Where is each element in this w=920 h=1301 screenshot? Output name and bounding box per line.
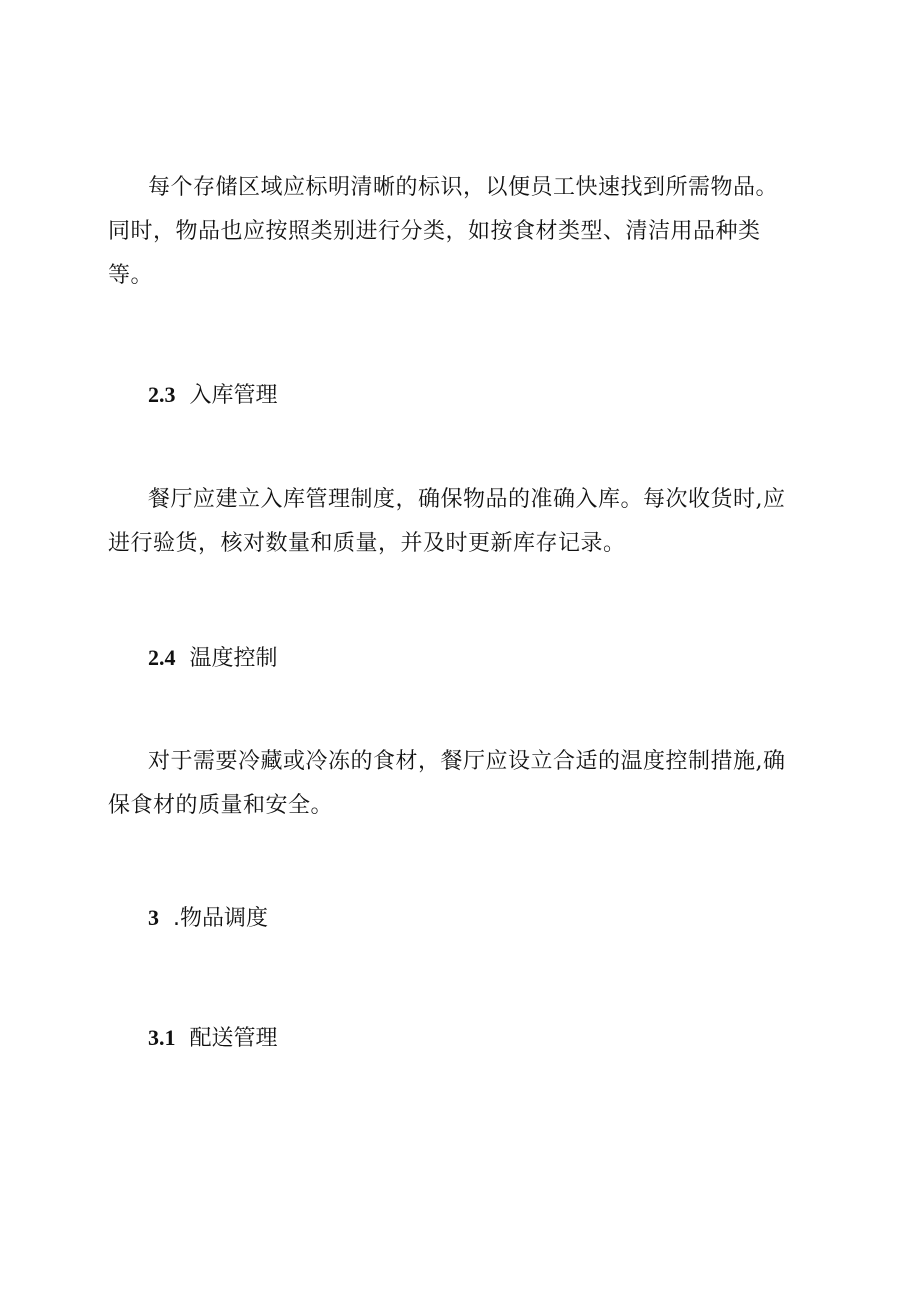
paragraph-temperature-control <box>108 740 813 828</box>
section-title: .物品调度 <box>173 906 268 931</box>
paragraph-line: 餐厅应建立入库管理制度，确保物品的准确入库。每次收货时,应 <box>148 487 786 512</box>
section-number: 3.1 <box>148 1025 176 1050</box>
section-title: 入库管理 <box>189 383 278 408</box>
paragraph-line: 保食材的质量和安全。 <box>108 793 334 818</box>
section-number: 2.4 <box>148 645 176 670</box>
section-heading-2-3 <box>148 380 278 411</box>
paragraph-line: 对于需要冷藏或冷冻的食材，餐厅应设立合适的温度控制措施,确 <box>148 749 786 774</box>
section-number: 3 <box>148 905 159 930</box>
section-number: 2.3 <box>148 382 176 407</box>
paragraph-line: 进行验货，核对数量和质量，并及时更新库存记录。 <box>108 531 626 556</box>
paragraph-storage-labeling <box>108 166 813 298</box>
paragraph-line: 等。 <box>108 263 154 288</box>
section-heading-2-4 <box>148 643 278 674</box>
paragraph-receiving-management <box>108 478 813 566</box>
paragraph-line: 每个存储区域应标明清晰的标识，以便员工快速找到所需物品。 <box>148 175 779 200</box>
section-heading-3 <box>148 903 268 934</box>
section-title: 配送管理 <box>189 1026 278 1051</box>
section-heading-3-1 <box>148 1023 278 1054</box>
paragraph-line: 同时，物品也应按照类别进行分类，如按食材类型、清洁用品种类 <box>108 219 761 244</box>
section-title: 温度控制 <box>189 646 278 671</box>
